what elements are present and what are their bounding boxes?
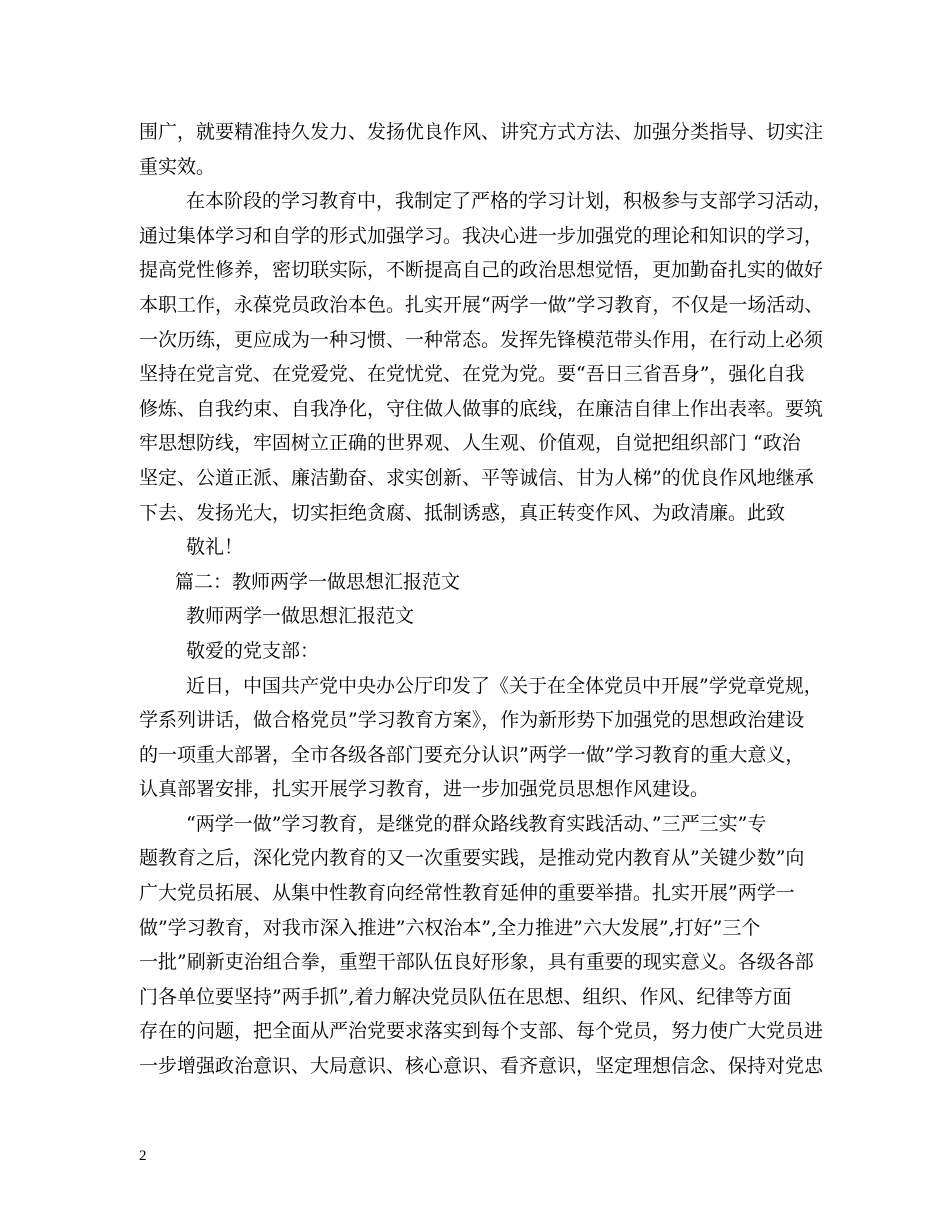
text-line: 广大党员拓展、从集中性教育向经常性教育延伸的重要举措。扎实开展”两学一 [139,882,795,905]
text-line: 修炼、自我约束、自我净化，守住做人做事的底线，在廉洁自律上作出表率。要筑 [139,397,824,420]
text-line: 通过集体学习和自学的形式加强学习。我决心进一步加强党的理论和知识的学习， [139,224,824,247]
text-line: 学系列讲话，做合格党员”学习教育方案》，作为新形势下加强党的思想政治建设 [139,709,805,732]
text-line: 一次历练，更应成为一种习惯、一种常态。发挥先锋模范带头作用，在行动上必须 [139,328,824,351]
text-line: 坚定、公道正派、廉洁勤奋、求实创新、平等诚信、甘为人梯”的优良作风地继承 [139,466,814,489]
document-body [139,115,833,1084]
text-line: 题教育之后，深化党内教育的又一次重要实践，是推动党内教育从”关键少数”向 [139,847,805,870]
section-heading: 篇二：教师两学一做思想汇报范文 [175,570,461,593]
text-line: 牢思想防线，牢固树立正确的世界观、人生观、价值观，自觉把组织部门 “政治 [139,432,801,455]
closing-salutation: 敬礼！ [186,536,244,559]
text-line: 认真部署安排，扎实开展学习教育，进一步加强党员思想作风建设。 [139,778,710,801]
text-line: 存在的问题，把全面从严治党要求落实到每个支部、每个党员，努力使广大党员进 [139,1020,824,1043]
text-line: 门各单位要坚持”两手抓”,着力解决党员队伍在思想、组织、作风、纪律等方面 [139,985,792,1008]
text-line: 重实效。 [139,155,216,178]
text-line: 本职工作，永葆党员政治本色。扎实开展“两学一做”学习教育，不仅是一场活动、 [139,293,824,316]
text-line: 的一项重大部署，全市各级各部门要充分认识”两学一做”学习教育的重大意义， [139,743,805,766]
text-line: 一步增强政治意识、大局意识、核心意识、看齐意识，坚定理想信念、保持对党忠 [139,1055,824,1078]
text-line: 一批”刷新吏治组合拳，重塑干部队伍良好形象，具有重要的现实意义。各级各部 [139,951,814,974]
text-line: 做”学习教育，对我市深入推进”六权治本”,全力推进”六大发展”,打好”三个 [139,916,761,939]
text-line: 下去、发扬光大，切实拒绝贪腐、抵制诱惑，真正转变作风、为政清廉。此致 [139,501,786,524]
page-number: 2 [139,1148,147,1164]
paragraph-start-line: “两学一做”学习教育，是继党的群众路线教育实践活动、”三严三实”专 [186,812,767,835]
paragraph-start-line: 近日，中国共产党中央办公厅印发了《关于在全体党员中开展”学党章党规， [186,674,823,697]
paragraph-start-line: 在本阶段的学习教育中，我制定了严格的学习计划，积极参与支部学习活动， [186,190,833,213]
text-line: 坚持在党言党、在党爱党、在党忧党、在党为党。要“吾日三省吾身”，强化自我 [139,363,805,386]
article-title: 教师两学一做思想汇报范文 [186,605,415,628]
salutation: 敬爱的党支部： [186,639,320,662]
text-line: 围广，就要精准持久发力、发扬优良作风、讲究方式方法、加强分类指导、切实注 [139,121,824,143]
text-line: 提高党性修养，密切联实际，不断提高自己的政治思想觉悟，更加勤奋扎实的做好 [139,259,824,282]
